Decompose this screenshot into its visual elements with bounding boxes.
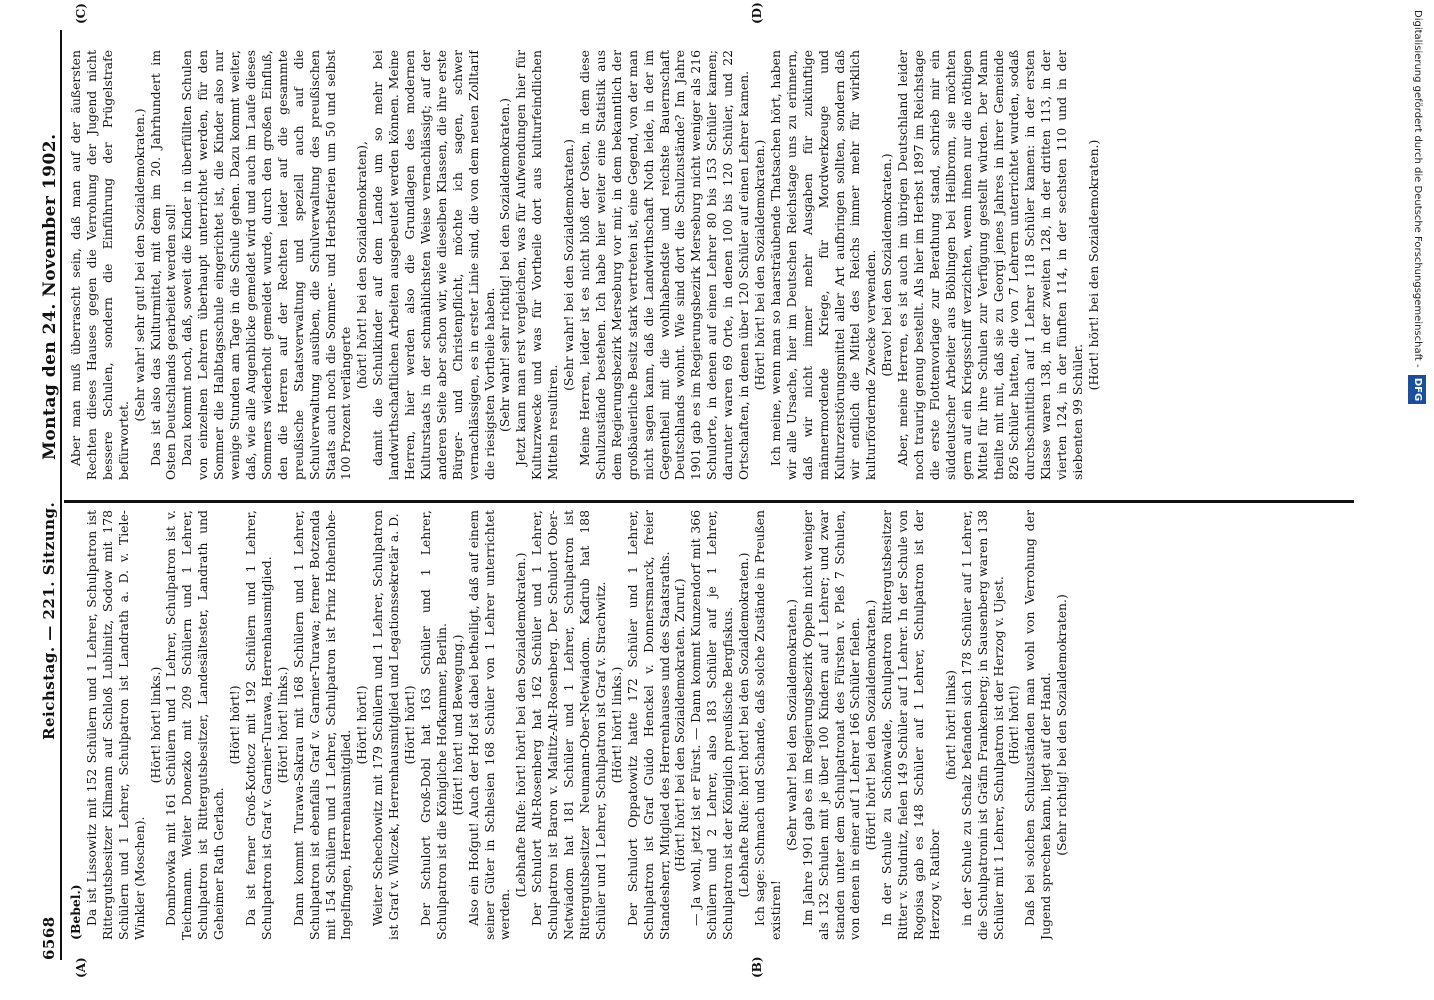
interjection: (Hört! hört! links.) (147, 666, 163, 784)
left-column (68, 510, 1358, 940)
paragraph: Der Schulort Oppatowitz hatte 172 Schüler und 1 Lehrer, Schulpatron ist Graf Guido Henckel v. Donnersmarck, freier Standesherr, Mitglied des Herrenhauses und des Staatsraths. (624, 510, 672, 940)
margin-marker-a: (A) (74, 957, 88, 978)
interjection: (Hört! hört!) (354, 685, 370, 765)
interjection: (Sehr richtig! bei den Sozialdemokraten.) (1054, 594, 1070, 856)
paragraph: Dazu kommt noch, daß, soweit die Kinder in überfüllten Schulen von einzelnen Lehrern überhaupt unterrichtet werden, für den Sommer die Halbtagsschule eingerichtet ist, die Kinder also nur wenige Stunden am Tage in die Schule gehen. Dazu kommt weiter, daß, wie alle Augenblicke gemeldet wird und auch im Laufe dieses Sommers wiederholt gemeldet wurde, durch den großen Einfluß, den die Herren auf der Rechten leider auf die gesammte preußische Staatsverwaltung und speziell auch auf die Schulverwaltung ausüben, die Schulverwaltung des preußischen Staats auch noch die Sommer- und Herbstferien um 50 und selbst 100 Prozent verlängerte (179, 50, 354, 480)
paragraph: In der Schule zu Schönwalde, Schulpatron Rittergutsbesitzer Ritter v. Studnitz, fielen 149 Schüler auf 1 Lehrer. In der Schule von Rogoisa gab es 148 Schüler auf 1 Lehrer, Schulpatron ist der Herzog v. Ratibor (879, 510, 942, 940)
interjection: (Sehr wahr! sehr gut! bei den Sozialdemokraten.) (131, 108, 147, 422)
margin-marker-c: (C) (74, 3, 88, 24)
interjection: (Hört! hört! und Bewegung.) (449, 634, 465, 816)
paragraph: Das ist also das Kulturmittel, mit dem im 20. Jahrhundert im Osten Deutschlands gearbeitet werden soll! (147, 50, 179, 480)
funding-text: Digitalisierung gefördert durch die Deutsche Forschungsgemeinschaft - (1412, 10, 1423, 368)
interjection: (Hört! hört! links.) (608, 666, 624, 784)
funding-note (1410, 10, 1428, 1000)
session-title: Reichstag. — 221. Sitzung. (40, 501, 58, 740)
interjection: (hört! hört! bei den Sozialdemokraten), (354, 141, 370, 389)
paragraph: Der Schulort Groß-Dobl hat 163 Schüler und 1 Lehrer, Schulpatron ist die Königliche Hofkammer, Berlin. (417, 510, 449, 940)
interjection: (Hört! hört! bei den Sozialdemokraten. Zuruf.) (672, 578, 688, 872)
paragraph: damit die Schulkinder auf dem Lande um so mehr bei landwirthschaftlichen Arbeiten ausgebeutet werden können. Meine Herren, hier werden also die Grundlagen des modernen Kulturstaats in der schmählichsten Weise vernachlässigt; auf der anderen Seite aber schon wir, wie dieselben Klassen, die ihre erste Bürger- und Christenpflicht, möchte ich sagen, schwer vernachlässigen, es in erster Linie sind, die von dem neuen Zolltarif die riesigsten Vortheile haben. (370, 50, 497, 480)
margin-marker-d: (D) (750, 2, 764, 24)
interjection: (Sehr wahr! bei den Sozialdemokraten.) (783, 599, 799, 851)
paragraph: Jetzt kann man erst vergleichen, was für Aufwendungen hier für Kulturzwecke und was für Vortheile dort aus kulturfeindlichen Mitteln resultiren. (513, 50, 561, 480)
interjection: (Hört! hört!) (227, 685, 243, 765)
paragraph: Also ein Hofgut! Auch der Hof ist dabei betheiligt, daß auf einem seiner Güter in Schlesien 168 Schüler von 1 Lehrer unterrichtet werden. (465, 510, 513, 940)
interjection: (Hört! hört! bei den Sozialdemokraten.) (863, 599, 879, 851)
paragraph: Aber, meine Herren, es ist auch im übrigen Deutschland leider noch traurig genug bestellt. Als hier im Herbst 1897 im Reichstage die erste Flottenvorlage zur Berathung stand, schrieb mir ein süddeutscher Arbeiter aus Böblingen bei Heilbronn, sie möchten gern auf ein Kriegsschiff verzichten, wenn ihnen nur die nöthigen Mittel für ihre Schulen zur Verfügung gestellt würden. Der Mann theilte mit mit, daß sie zu Georgi jenes Jahres in ihrer Gemeinde 826 Schüler hatten, die von 7 Lehrern unterrichtet wurden, sodaß durchschnittlich auf 1 Lehrer 118 Schüler kamen: in der ersten Klasse waren 138, in der zweiten 128, in der dritten 113, in der vierten 124, in der fünften 114, in der sechsten 110 und in der siebenten 99 Schüler. (895, 50, 1086, 480)
column-divider (64, 500, 1354, 503)
paragraph: Da ist ferner Groß-Kottocz mit 192 Schülern und 1 Lehrer, Schulpatron ist Graf v. Garnier-Turawa, Herrenhausmitglied. (242, 510, 274, 940)
paragraph: Da ist Lissowitz mit 152 Schülern und 1 Lehrer, Schulpatron ist Rittergutsbesitzer Kilmann auf Schloß Lublinitz, Sodow mit 178 Schülern und 1 Lehrer, Schulpatron ist Landrath a. D. v. Tiele-Winkler (Moschen). (83, 510, 147, 940)
interjection: (Hört! hört! links.) (274, 666, 290, 784)
paragraph: (Bebel.) (68, 884, 83, 940)
interjection: (Lebhafte Rufe: hört! hört! bei den Sozialdemokraten.) (513, 552, 529, 898)
session-date: Montag den 24. November 1902. (40, 133, 60, 460)
interjection: (Hört! hört! bei den Sozialdemokraten.) (751, 139, 767, 391)
page-header (30, 30, 70, 960)
interjection: (Sehr wahr! bei den Sozialdemokraten.) (561, 139, 577, 391)
interjection: (Sehr wahr! sehr richtig! bei den Sozialdemokraten.) (497, 98, 513, 432)
header-rule (60, 30, 62, 960)
paragraph: Der Schulort Alt-Rosenberg hat 162 Schüler und 1 Lehrer, Schulpatron ist Baron v. Maltitz-Alt-Rosenberg. Der Schulort Ober-Netwiadom hat 181 Schüler und 1 Lehrer, Schulpatron ist Rittergutsbesitzer Neumann-Ober-Netwiadom. Kadrub hat 188 Schüler und 1 Lehrer, Schulpatron ist Graf v. Strachwitz. (529, 510, 608, 940)
paragraph: Dombrowka mit 161 Schülern und 1 Lehrer, Schulpatron ist v. Teichmann. Weiter Donezko mit 209 Schülern und 1 Lehrer, Schulpatron ist Rittergutsbesitzer, Landesältester, Landrath und Geheimer Rath Gerlach. (163, 510, 227, 940)
interjection: (Hört! hört!) (1006, 685, 1022, 765)
interjection: (hört! hört! links) (942, 670, 958, 780)
dfg-logo: DFG (1408, 375, 1426, 404)
right-column (68, 50, 1358, 480)
interjection: (Hört! hört!) (402, 685, 418, 765)
page-number: 6568 (40, 916, 58, 960)
paragraph: — Ja wohl, jetzt ist er Fürst. — Dann kommt Kunzendorf mit 366 Schülern und 2 Lehrer, also 183 Schüler auf je 1 Lehrer, Schulpatron ist der Königlich preußische Bergfiskus. (688, 510, 736, 940)
paragraph: Im Jahre 1901 gab es im Regierungsbezirk Oppeln nicht weniger als 132 Schulen mit je über 100 Kindern auf 1 Lehrer; und zwar standen unter dem Schulpatronat des Fürsten v. Pleß 7 Schulen, von denen in einer auf 1 Lehrer 166 Schüler fielen. (799, 510, 863, 940)
margin-marker-b: (B) (750, 956, 764, 978)
interjection: (Lebhafte Rufe: hört! hört! bei den Sozialdemokraten.) (736, 552, 752, 898)
interjection: (Bravo! bei den Sozialdemokraten.) (879, 153, 895, 377)
paragraph: Ich meine, wenn man so haarsträubende Thatsachen hört, haben wir alle Ursache, hier im Deutschen Reichstage uns zu erinnern, daß wir nicht immer mehr Ausgaben für zukünftige männermordende Kriege, für Mordwerkzeuge und Kulturzerstörungsmittel aller Art aufbringen sollten, sondern daß wir endlich die Mittel des Reichs immer mehr für wirklich kulturfördernde Zwecke verwenden. (767, 50, 879, 480)
paragraph: Daß bei solchen Schulzuständen man wohl von Verrohung der Jugend sprechen kann, liegt auf der Hand. (1022, 510, 1054, 940)
paragraph: Meine Herren, leider ist es nicht bloß der Osten, in dem diese Schulzustände bestehen. Ich habe hier weiter eine Statistik aus dem Regierungsbezirk Merseburg vor mir, in dem bekanntlich der großbäuerliche Besitz stark vertreten ist, eine Gegend, von der man nicht sagen kann, daß die Landwirthschaft Noth leide, in der im Gegentheil mit die wohlhabendste und reichste Bauernschaft Deutschlands wohnt. Wie sind dort die Schulzustände? Im Jahre 1901 gab es im Regierungsbezirk Merseburg nicht weniger als 216 Schulorte, in denen auf einen Lehrer 80 bis 153 Schüler kamen; darunter waren 69 Orte, in denen 100 bis 120 Schüler, und 22 Ortschaften, in denen über 120 Schüler auf einen Lehrer kamen. (577, 50, 752, 480)
interjection: (Hört! hört! bei den Sozialdemokraten.) (1086, 139, 1101, 391)
paragraph: Weiter Schechowitz mit 179 Schülern und 1 Lehrer, Schulpatron ist Graf v. Wilczek, Herrenhausmitglied und Legationssekretär a. D. (370, 510, 402, 940)
paragraph: Dann kommt Turawa-Sakrau mit 168 Schülern und 1 Lehrer, Schulpatron ist ebenfalls Graf v. Garnier-Turawa; ferner Botzenda mit 154 Schülern und 1 Lehrer, Schulpatron ist Prinz Hohenlohe-Ingelfingen, Herrenhausmitglied. (290, 510, 354, 940)
paragraph: in der Schule zu Schalz befanden sich 178 Schüler auf 1 Lehrer, die Schulpatronin ist Gräfin Frankenberg; in Sausenberg waren 138 Schüler mit 1 Lehrer, Schulpatron ist der Herzog v. Ujest. (958, 510, 1006, 940)
paragraph: Aber man muß überrascht sein, daß man auf der äußersten Rechten dieses Hauses gegen die Verrohung der Jugend nicht bessere Schulen, sondern die Einführung der Prügelstrafe befürwortet. (68, 50, 131, 480)
paragraph: Ich sage: Schmach und Schande, daß solche Zustände in Preußen existiren! (751, 510, 783, 940)
